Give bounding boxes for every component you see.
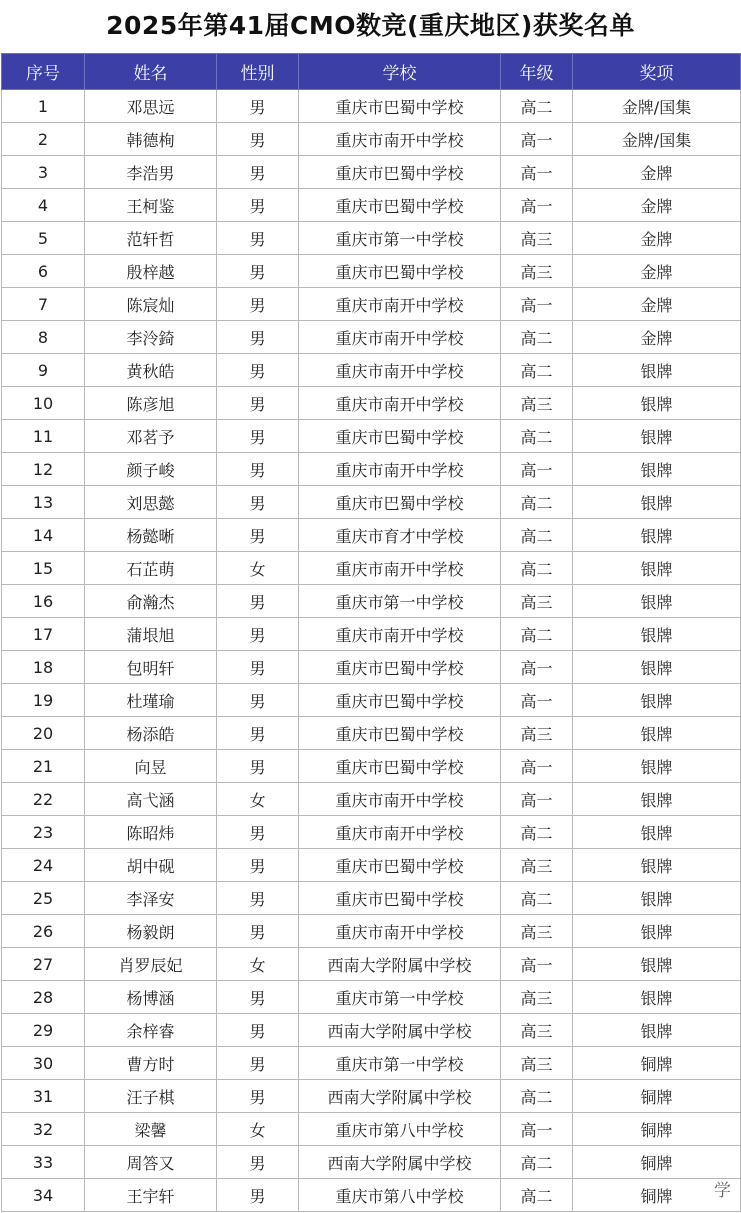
cell-name: 邓茗予	[85, 420, 217, 453]
cell-index: 23	[2, 816, 85, 849]
cell-grade: 高二	[501, 90, 573, 123]
cell-grade: 高二	[501, 816, 573, 849]
cell-index: 29	[2, 1014, 85, 1047]
table-row	[2, 585, 741, 618]
cell-gender: 男	[217, 1080, 299, 1113]
cell-index: 18	[2, 651, 85, 684]
cell-award: 银牌	[573, 750, 741, 783]
cell-index: 3	[2, 156, 85, 189]
cell-school: 重庆市巴蜀中学校	[299, 849, 501, 882]
cell-school: 西南大学附属中学校	[299, 1146, 501, 1179]
cell-school: 重庆市南开中学校	[299, 453, 501, 486]
cell-gender: 男	[217, 849, 299, 882]
cell-name: 周答又	[85, 1146, 217, 1179]
cell-school: 重庆市巴蜀中学校	[299, 882, 501, 915]
table-row	[2, 189, 741, 222]
table-row	[2, 684, 741, 717]
table-row	[2, 453, 741, 486]
cell-school: 重庆市第一中学校	[299, 585, 501, 618]
cell-grade: 高二	[501, 1179, 573, 1212]
cell-index: 22	[2, 783, 85, 816]
cell-index: 30	[2, 1047, 85, 1080]
cell-index: 17	[2, 618, 85, 651]
cell-grade: 高一	[501, 123, 573, 156]
cell-grade: 高二	[501, 1080, 573, 1113]
cell-school: 重庆市第一中学校	[299, 981, 501, 1014]
cell-index: 1	[2, 90, 85, 123]
cell-name: 杜瑾瑜	[85, 684, 217, 717]
cell-index: 33	[2, 1146, 85, 1179]
cell-name: 李泠錡	[85, 321, 217, 354]
cell-gender: 男	[217, 717, 299, 750]
table-header-row	[2, 54, 741, 90]
cell-school: 重庆市第一中学校	[299, 222, 501, 255]
cell-school: 重庆市南开中学校	[299, 783, 501, 816]
cell-grade: 高一	[501, 750, 573, 783]
cell-gender: 男	[217, 981, 299, 1014]
cell-index: 20	[2, 717, 85, 750]
cell-grade: 高三	[501, 915, 573, 948]
cell-gender: 男	[217, 189, 299, 222]
cell-name: 李泽安	[85, 882, 217, 915]
cell-grade: 高三	[501, 255, 573, 288]
cell-name: 汪子棋	[85, 1080, 217, 1113]
cell-index: 7	[2, 288, 85, 321]
cell-name: 陈昭炜	[85, 816, 217, 849]
cell-gender: 男	[217, 882, 299, 915]
cell-index: 9	[2, 354, 85, 387]
table-row	[2, 321, 741, 354]
cell-name: 余梓睿	[85, 1014, 217, 1047]
cell-name: 杨懿晰	[85, 519, 217, 552]
cell-index: 27	[2, 948, 85, 981]
cell-award: 金牌/国集	[573, 123, 741, 156]
cell-name: 向昱	[85, 750, 217, 783]
cell-school: 重庆市南开中学校	[299, 915, 501, 948]
cell-name: 李浩男	[85, 156, 217, 189]
cell-school: 重庆市巴蜀中学校	[299, 717, 501, 750]
cell-grade: 高二	[501, 354, 573, 387]
column-header-school: 学校	[299, 54, 501, 90]
cell-name: 高弋涵	[85, 783, 217, 816]
cell-name: 杨毅朗	[85, 915, 217, 948]
table-row	[2, 1179, 741, 1212]
cell-school: 重庆市巴蜀中学校	[299, 651, 501, 684]
cell-school: 重庆市巴蜀中学校	[299, 189, 501, 222]
cell-school: 重庆市南开中学校	[299, 387, 501, 420]
cell-gender: 男	[217, 288, 299, 321]
cell-gender: 男	[217, 1179, 299, 1212]
cell-grade: 高一	[501, 288, 573, 321]
cell-award: 金牌	[573, 156, 741, 189]
table-row	[2, 651, 741, 684]
cell-award: 铜牌	[573, 1179, 741, 1212]
cell-award: 铜牌	[573, 1047, 741, 1080]
table-body	[2, 90, 741, 1212]
table-row	[2, 387, 741, 420]
cell-grade: 高二	[501, 618, 573, 651]
cell-school: 重庆市巴蜀中学校	[299, 750, 501, 783]
table-row	[2, 552, 741, 585]
table-row	[2, 618, 741, 651]
cell-index: 12	[2, 453, 85, 486]
cell-school: 西南大学附属中学校	[299, 1080, 501, 1113]
cell-school: 重庆市南开中学校	[299, 123, 501, 156]
cell-award: 银牌	[573, 882, 741, 915]
column-header-gender: 性别	[217, 54, 299, 90]
cell-award: 金牌	[573, 288, 741, 321]
cell-name: 杨添皓	[85, 717, 217, 750]
cell-name: 范轩哲	[85, 222, 217, 255]
cell-index: 13	[2, 486, 85, 519]
cell-gender: 男	[217, 354, 299, 387]
cell-award: 银牌	[573, 1014, 741, 1047]
cell-school: 重庆市巴蜀中学校	[299, 255, 501, 288]
cell-award: 银牌	[573, 783, 741, 816]
cell-gender: 男	[217, 255, 299, 288]
cell-name: 肖罗辰妃	[85, 948, 217, 981]
table-row	[2, 519, 741, 552]
cell-index: 14	[2, 519, 85, 552]
cell-school: 重庆市南开中学校	[299, 288, 501, 321]
cell-name: 韩德栒	[85, 123, 217, 156]
cell-award: 银牌	[573, 816, 741, 849]
column-header-grade: 年级	[501, 54, 573, 90]
cell-gender: 男	[217, 1146, 299, 1179]
cell-index: 4	[2, 189, 85, 222]
cell-school: 重庆市巴蜀中学校	[299, 156, 501, 189]
cell-gender: 男	[217, 123, 299, 156]
cell-award: 银牌	[573, 519, 741, 552]
cell-award: 金牌	[573, 222, 741, 255]
cell-name: 殷梓越	[85, 255, 217, 288]
cell-name: 颜子峻	[85, 453, 217, 486]
cell-name: 石芷萌	[85, 552, 217, 585]
cell-school: 重庆市南开中学校	[299, 552, 501, 585]
cell-award: 金牌/国集	[573, 90, 741, 123]
table-row	[2, 1047, 741, 1080]
cell-name: 杨博涵	[85, 981, 217, 1014]
cell-name: 蒲垠旭	[85, 618, 217, 651]
cell-index: 31	[2, 1080, 85, 1113]
cell-name: 梁馨	[85, 1113, 217, 1146]
watermark-text: 学	[714, 1181, 731, 1201]
cell-index: 26	[2, 915, 85, 948]
cell-grade: 高一	[501, 189, 573, 222]
cell-index: 6	[2, 255, 85, 288]
cell-award: 金牌	[573, 189, 741, 222]
cell-award: 银牌	[573, 585, 741, 618]
cell-school: 重庆市南开中学校	[299, 354, 501, 387]
cell-grade: 高三	[501, 849, 573, 882]
table-row	[2, 849, 741, 882]
cell-school: 重庆市第八中学校	[299, 1179, 501, 1212]
cell-award: 银牌	[573, 684, 741, 717]
cell-school: 重庆市巴蜀中学校	[299, 684, 501, 717]
cell-index: 8	[2, 321, 85, 354]
cell-grade: 高一	[501, 948, 573, 981]
table-row	[2, 288, 741, 321]
cell-school: 重庆市南开中学校	[299, 321, 501, 354]
cell-name: 陈宸灿	[85, 288, 217, 321]
cell-name: 王宇轩	[85, 1179, 217, 1212]
cell-school: 重庆市第八中学校	[299, 1113, 501, 1146]
table-row	[2, 750, 741, 783]
cell-grade: 高三	[501, 1014, 573, 1047]
cell-index: 25	[2, 882, 85, 915]
cell-award: 银牌	[573, 618, 741, 651]
cell-name: 黄秋皓	[85, 354, 217, 387]
cell-gender: 男	[217, 453, 299, 486]
cell-index: 28	[2, 981, 85, 1014]
cell-school: 重庆市巴蜀中学校	[299, 420, 501, 453]
column-header-name: 姓名	[85, 54, 217, 90]
cell-award: 银牌	[573, 849, 741, 882]
cell-award: 银牌	[573, 915, 741, 948]
table-row	[2, 222, 741, 255]
cell-grade: 高三	[501, 717, 573, 750]
cell-gender: 男	[217, 156, 299, 189]
cell-name: 陈彦旭	[85, 387, 217, 420]
table-row	[2, 90, 741, 123]
table-row	[2, 1146, 741, 1179]
cell-award: 铜牌	[573, 1113, 741, 1146]
cell-gender: 男	[217, 618, 299, 651]
cell-grade: 高二	[501, 321, 573, 354]
table-row	[2, 123, 741, 156]
cell-grade: 高二	[501, 1146, 573, 1179]
column-header-award: 奖项	[573, 54, 741, 90]
cell-gender: 男	[217, 816, 299, 849]
cell-gender: 男	[217, 420, 299, 453]
table-row	[2, 1080, 741, 1113]
cell-gender: 男	[217, 321, 299, 354]
cell-school: 西南大学附属中学校	[299, 1014, 501, 1047]
cell-index: 15	[2, 552, 85, 585]
cell-grade: 高一	[501, 651, 573, 684]
cell-name: 邓思远	[85, 90, 217, 123]
cell-school: 重庆市南开中学校	[299, 618, 501, 651]
cell-award: 银牌	[573, 651, 741, 684]
cell-school: 重庆市巴蜀中学校	[299, 90, 501, 123]
cell-school: 西南大学附属中学校	[299, 948, 501, 981]
cell-index: 34	[2, 1179, 85, 1212]
table-row	[2, 156, 741, 189]
cell-award: 银牌	[573, 387, 741, 420]
cell-grade: 高三	[501, 387, 573, 420]
cell-gender: 男	[217, 387, 299, 420]
cell-gender: 男	[217, 222, 299, 255]
page-title: 2025年第41届CMO数竞(重庆地区)获奖名单	[106, 11, 635, 40]
table-row	[2, 816, 741, 849]
cell-index: 2	[2, 123, 85, 156]
cell-gender: 男	[217, 519, 299, 552]
table-row	[2, 255, 741, 288]
awards-table	[1, 53, 741, 1212]
cell-name: 俞瀚杰	[85, 585, 217, 618]
cell-gender: 男	[217, 1047, 299, 1080]
cell-gender: 男	[217, 90, 299, 123]
cell-gender: 女	[217, 783, 299, 816]
cell-grade: 高一	[501, 1113, 573, 1146]
cell-name: 包明轩	[85, 651, 217, 684]
cell-grade: 高二	[501, 486, 573, 519]
cell-index: 19	[2, 684, 85, 717]
cell-grade: 高二	[501, 552, 573, 585]
cell-award: 金牌	[573, 321, 741, 354]
cell-award: 银牌	[573, 981, 741, 1014]
column-header-index: 序号	[2, 54, 85, 90]
table-row	[2, 981, 741, 1014]
cell-grade: 高二	[501, 882, 573, 915]
cell-index: 11	[2, 420, 85, 453]
cell-index: 21	[2, 750, 85, 783]
cell-award: 银牌	[573, 717, 741, 750]
table-row	[2, 354, 741, 387]
cell-award: 银牌	[573, 552, 741, 585]
cell-gender: 男	[217, 651, 299, 684]
cell-grade: 高一	[501, 453, 573, 486]
cell-gender: 男	[217, 684, 299, 717]
table-row	[2, 717, 741, 750]
cell-index: 32	[2, 1113, 85, 1146]
cell-school: 重庆市育才中学校	[299, 519, 501, 552]
cell-gender: 男	[217, 1014, 299, 1047]
cell-gender: 男	[217, 486, 299, 519]
cell-gender: 女	[217, 948, 299, 981]
cell-school: 重庆市巴蜀中学校	[299, 486, 501, 519]
cell-index: 16	[2, 585, 85, 618]
cell-grade: 高二	[501, 420, 573, 453]
table-row	[2, 915, 741, 948]
table-row	[2, 1113, 741, 1146]
table-row	[2, 486, 741, 519]
cell-school: 重庆市南开中学校	[299, 816, 501, 849]
cell-grade: 高二	[501, 519, 573, 552]
cell-index: 24	[2, 849, 85, 882]
cell-name: 胡中砚	[85, 849, 217, 882]
cell-gender: 男	[217, 915, 299, 948]
cell-grade: 高一	[501, 684, 573, 717]
cell-grade: 高三	[501, 222, 573, 255]
cell-gender: 女	[217, 552, 299, 585]
cell-name: 王柯鉴	[85, 189, 217, 222]
table-row	[2, 1014, 741, 1047]
cell-grade: 高三	[501, 981, 573, 1014]
cell-grade: 高一	[501, 156, 573, 189]
table-row	[2, 948, 741, 981]
cell-gender: 女	[217, 1113, 299, 1146]
table-row	[2, 783, 741, 816]
cell-gender: 男	[217, 750, 299, 783]
cell-award: 银牌	[573, 420, 741, 453]
cell-award: 铜牌	[573, 1080, 741, 1113]
cell-award: 银牌	[573, 948, 741, 981]
cell-name: 曹方时	[85, 1047, 217, 1080]
cell-award: 银牌	[573, 354, 741, 387]
cell-award: 铜牌	[573, 1146, 741, 1179]
table-row	[2, 420, 741, 453]
cell-gender: 男	[217, 585, 299, 618]
cell-name: 刘思懿	[85, 486, 217, 519]
cell-index: 10	[2, 387, 85, 420]
cell-award: 银牌	[573, 453, 741, 486]
cell-grade: 高三	[501, 585, 573, 618]
cell-award: 银牌	[573, 486, 741, 519]
cell-grade: 高一	[501, 783, 573, 816]
table-row	[2, 882, 741, 915]
cell-grade: 高三	[501, 1047, 573, 1080]
cell-index: 5	[2, 222, 85, 255]
cell-award: 金牌	[573, 255, 741, 288]
cell-school: 重庆市第一中学校	[299, 1047, 501, 1080]
